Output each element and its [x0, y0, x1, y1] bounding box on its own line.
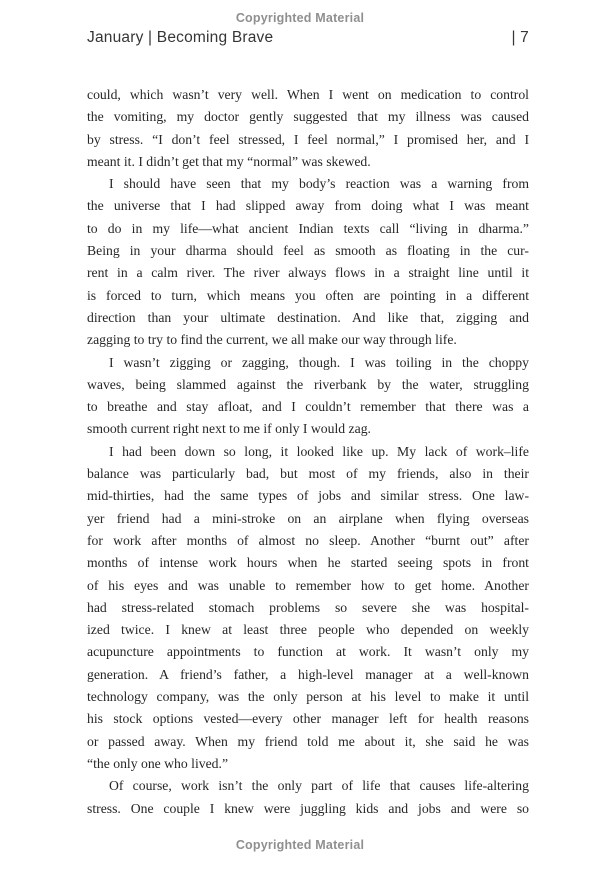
copyright-top-label: Copyrighted Material — [235, 11, 365, 25]
text-line: yer friend had a mini-stroke on an airplane when flying overseas — [87, 510, 529, 526]
text-line: meant it. I didn’t get that my “normal” was skewed. — [87, 153, 371, 169]
copyright-bottom-label: Copyrighted Material — [235, 838, 365, 852]
text-line: I wasn’t zigging or zagging, though. I was toiling in the choppy — [109, 354, 529, 370]
text-line: had stress-related stomach problems so severe she was hospital- — [87, 599, 529, 615]
text-line: is forced to turn, which means you often are pointing in a different — [87, 287, 529, 303]
text-line: rent in a calm river. The river always flows in a straight line until it — [87, 265, 529, 281]
text-line: months of intense work hours when he started seeing spots in front — [87, 555, 529, 571]
text-line: the universe that I had slipped away from doing what I was meant — [87, 198, 529, 214]
running-header: January | Becoming Brave — [87, 29, 274, 46]
text-line: zagging to try to find the current, we all make our way through life. — [87, 332, 457, 348]
text-line: the vomiting, my doctor gently suggested that my illness was caused — [87, 109, 529, 125]
text-line: generation. A friend’s father, a high-level manager at a well-known — [87, 666, 529, 682]
text-line: his stock options vested—every other manager left for health reasons — [87, 711, 529, 727]
page-number: | 7 — [511, 29, 529, 46]
text-line: by stress. “I don’t feel stressed, I feel normal,” I promised her, and I — [87, 131, 529, 147]
text-line: or passed away. When my friend told me about it, she said he was — [87, 733, 529, 749]
text-line: “the only one who lived.” — [87, 755, 229, 771]
text-line: balance was particularly bad, but most of my friends, also in their — [87, 466, 529, 482]
text-line: could, which wasn’t very well. When I went on medication to control — [87, 87, 529, 102]
text-line: I should have seen that my body’s reaction was a warning from — [109, 176, 529, 192]
text-line: to do in my life—what ancient Indian texts call “living in dharma.” — [87, 220, 529, 236]
text-line: technology company, was the only person at his level to make it until — [87, 689, 529, 705]
text-line: smooth current right next to me if only I would zag. — [87, 421, 371, 437]
text-line: Being in your dharma should feel as smooth as floating in the cur- — [87, 243, 529, 259]
text-line: I had been down so long, it looked like up. My lack of work–life — [109, 443, 529, 459]
text-line: direction than your ultimate destination. And like that, zigging and — [87, 309, 529, 325]
text-line: acupuncture appointments to function at work. It wasn’t only my — [87, 644, 529, 660]
text-line: Of course, work isn’t the only part of life that causes life-altering — [109, 778, 529, 794]
text-line: to breathe and stay afloat, and I couldn’t remember that there was a — [87, 399, 529, 415]
page-header — [87, 29, 529, 47]
text-line: waves, being slammed against the riverbank by the water, struggling — [87, 376, 529, 392]
text-line: stress. One couple I knew were juggling kids and jobs and were so — [87, 800, 529, 816]
text-line: of his eyes and was unable to remember how to get home. Another — [87, 577, 529, 593]
text-line: ized twice. I knew at least three people who depended on weekly — [87, 622, 529, 638]
body-text — [87, 84, 529, 820]
text-line: mid-thirties, had the same types of jobs and similar stress. One law- — [87, 488, 529, 504]
text-line: for work after months of almost no sleep. Another “burnt out” after — [87, 532, 529, 548]
